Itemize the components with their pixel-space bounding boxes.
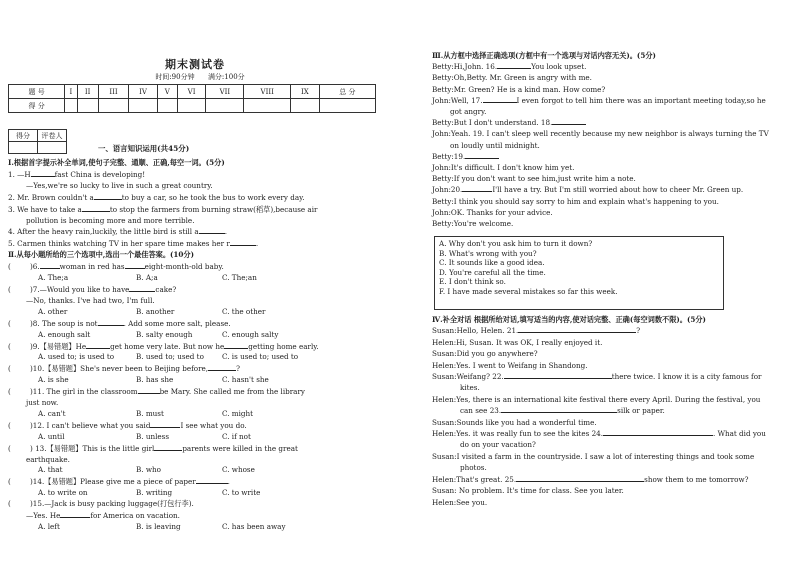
score-blank[interactable] xyxy=(77,99,98,113)
grader-score-blank[interactable] xyxy=(9,142,38,154)
score-blank[interactable] xyxy=(157,99,177,113)
answer-blank[interactable] xyxy=(199,226,225,234)
question-7: ( )7.—Would you like to have cake? xyxy=(8,284,177,294)
answer-blank[interactable] xyxy=(86,341,110,349)
answer-blank[interactable] xyxy=(40,261,60,269)
dialogue-line: Betty:You're welcome. xyxy=(432,219,514,229)
dialogue-line: Susan: No problem. It's time for class. See you later. xyxy=(432,486,624,496)
answer-blank[interactable] xyxy=(150,420,180,428)
answer-blank[interactable] xyxy=(483,95,517,103)
grader-score-label: 得分 xyxy=(9,130,38,142)
dialogue-line: Helen:Yes, there is an international kite festival there every April. During the festival, you xyxy=(432,394,761,404)
question-12: ( )12. I can't believe what you said I see what you do. xyxy=(8,420,247,430)
dialogue-line: Betty:But I don't understand. 18. xyxy=(432,117,788,128)
score-blank[interactable] xyxy=(244,99,291,113)
question-7-reply: —No, thanks. I've had two, I'm full. xyxy=(26,295,155,305)
score-cell: VI xyxy=(177,85,206,99)
option-f: F. I have made several mistakes so far this week. xyxy=(439,286,618,296)
answer-blank[interactable] xyxy=(208,363,236,371)
score-blank[interactable] xyxy=(206,99,244,113)
answer-blank[interactable] xyxy=(504,371,612,379)
dialogue-line: Susan:Sounds like you had a wonderful time. xyxy=(432,417,597,427)
score-blank[interactable] xyxy=(129,99,158,113)
dialogue-line: Betty:Mr. Green? He is a kind man. How come? xyxy=(432,84,606,94)
exam-full-score: 满分:100分 xyxy=(207,73,245,81)
score-row-label: 得 分 xyxy=(9,99,65,113)
answer-blank[interactable] xyxy=(603,428,713,436)
score-cell: 总 分 xyxy=(319,85,375,99)
dialogue-line: John:20. I'll have a try. But I'm still worried about how to cheer Mr. Green up. xyxy=(432,185,744,195)
question-13-options: A. that B. who C. whose xyxy=(38,465,255,475)
dialogue-line-cont: do on your vacation? xyxy=(460,440,536,450)
part-3-block xyxy=(432,50,788,229)
question-15-options: A. left B. is leaving C. has been away xyxy=(38,522,286,531)
score-cell: III xyxy=(98,85,128,99)
dialogue-line: Helen:That's great. 25. show them to me tomorrow? xyxy=(432,474,749,484)
answer-blank[interactable] xyxy=(129,284,155,292)
score-table xyxy=(8,84,376,113)
answer-blank[interactable] xyxy=(224,341,248,349)
question-10-options: A. is she B. has she C. hasn't she xyxy=(38,375,269,385)
score-cell: IX xyxy=(291,85,320,99)
option-d: D. You're careful all the time. xyxy=(439,267,546,277)
dialogue-line: Helen:Yes. it was really fun to see the kites 24. . What did you xyxy=(432,429,766,439)
answer-blank[interactable] xyxy=(98,318,124,326)
score-blank[interactable] xyxy=(291,99,320,113)
part-3-heading: Ⅲ.从方框中选择正确选项(方框中有一个选项与对话内容无关)。(5分) xyxy=(432,51,656,60)
dialogue-line: Helen:See you. xyxy=(432,497,488,507)
answer-blank[interactable] xyxy=(230,238,256,246)
part-4-block xyxy=(432,314,788,508)
score-blank[interactable] xyxy=(177,99,206,113)
score-cell: 题 号 xyxy=(9,85,65,99)
dialogue-line-cont: got angry. xyxy=(450,107,487,117)
dialogue-line-cont: photos. xyxy=(460,463,487,473)
dialogue-line: John:OK. Thanks for your advice. xyxy=(432,207,553,217)
option-c: C. It sounds like a good idea. xyxy=(439,258,545,267)
exam-time: 时间:90分钟 xyxy=(155,73,195,81)
question-7-options: A. other B. another C. the other xyxy=(38,306,266,316)
score-cell: VII xyxy=(206,85,244,99)
dialogue-line: Betty:Oh,Betty. Mr. Green is angry with me. xyxy=(432,73,592,83)
answer-blank[interactable] xyxy=(94,192,122,200)
exam-title: 期末测试卷 xyxy=(165,58,225,71)
dialogue-line: Betty:19. xyxy=(432,151,788,162)
dialogue-line-cont: kites. xyxy=(460,383,480,393)
grader-name-blank[interactable] xyxy=(38,142,67,154)
answer-blank[interactable] xyxy=(82,204,110,212)
option-a: A. Why don't you ask him to turn it down? xyxy=(439,239,593,248)
question-1-reply: —Yes,we're so lucky to live in such a great country. xyxy=(26,180,213,190)
dialogue-line: Susan:Weifang? 22. there twice. I know it is a city famous for xyxy=(432,372,762,382)
dialogue-line: Helen:Hi, Susan. It was OK, I really enjoyed it. xyxy=(432,337,603,347)
answer-blank[interactable] xyxy=(60,510,90,518)
question-8-options: A. enough salt B. salty enough C. enough salty xyxy=(38,329,279,339)
dialogue-line-cont: on loudly until midnight. xyxy=(450,140,540,150)
options-box xyxy=(434,236,724,310)
part-1-block xyxy=(8,158,383,533)
option-b: B. What's wrong with you? xyxy=(439,248,537,258)
score-table-value-row xyxy=(9,99,376,113)
dialogue-line: Betty:Hi,John. 16. You look upset. xyxy=(432,62,587,72)
part-4-heading: Ⅳ.补全对话 根据所给对话,填写适当的内容,使对话完整、正确(每空词数不限)。(5分) xyxy=(432,315,706,324)
answer-blank[interactable] xyxy=(501,405,617,413)
answer-blank[interactable] xyxy=(552,117,586,125)
question-15-reply: —Yes. He for America on vacation. xyxy=(26,511,180,521)
score-cell: IV xyxy=(129,85,158,99)
score-blank[interactable] xyxy=(98,99,128,113)
answer-blank[interactable] xyxy=(516,474,644,482)
question-11-options: A. can't B. must C. might xyxy=(38,408,254,418)
question-9: ( )9.【易错题】He get home very late. But now he getting home early. xyxy=(8,341,319,351)
question-10: ( )10.【易错题】She's never been to Beijing before, ? xyxy=(8,364,240,374)
question-1: 1. —H fast China is developing! xyxy=(8,169,146,179)
question-11-cont: just now. xyxy=(26,398,59,408)
answer-blank[interactable] xyxy=(138,386,160,394)
answer-blank[interactable] xyxy=(465,151,499,159)
score-blank[interactable] xyxy=(65,99,77,113)
score-cell: V xyxy=(157,85,177,99)
answer-blank[interactable] xyxy=(497,61,531,69)
score-blank[interactable] xyxy=(319,99,375,113)
dialogue-line: Susan:I visited a farm in the countryside. I saw a lot of interesting things and took some xyxy=(432,451,755,461)
answer-blank[interactable] xyxy=(125,261,145,269)
answer-blank[interactable] xyxy=(196,476,228,484)
score-cell: I xyxy=(65,85,77,99)
answer-blank[interactable] xyxy=(462,184,492,192)
question-3-cont: pollution is becoming more and more terrible. xyxy=(26,215,195,225)
question-8: ( )8. The soup is not . Add some more salt, please. xyxy=(8,318,231,328)
dialogue-line: John:Yeah. 19. I can't sleep well recently because my new neighbor is always turning the TV xyxy=(432,129,769,139)
dialogue-line: Betty:If you don't want to see him,just write him a note. xyxy=(432,174,636,184)
section-1-title: 一、语言知识运用(共45分) xyxy=(98,144,190,153)
exam-meta xyxy=(120,72,280,82)
question-9-options: A. used to; is used to B. used to; used to C. is used to; used to xyxy=(38,352,299,362)
dialogue-line: John:Well, 17. I even forgot to tell him there was an important meeting today,so he xyxy=(432,95,766,105)
part-1-heading: Ⅰ.根据首字提示补全单词,使句子完整、通顺、正确,每空一词。(5分) xyxy=(8,158,225,167)
question-4: 4. After the heavy rain,luckily, the little bird is still a . xyxy=(8,227,227,237)
dialogue-line-cont: can see 23. silk or paper. xyxy=(460,406,665,416)
dialogue-line: Betty:I think you should say sorry to him and explain what's happening to you. xyxy=(432,196,719,206)
question-2: 2. Mr. Brown couldn't a to buy a car, so he took the bus to work every day. xyxy=(8,192,305,202)
dialogue-line: Susan:Did you go anywhere? xyxy=(432,349,538,359)
question-12-options: A. until B. unless C. if not xyxy=(38,431,251,441)
answer-blank[interactable] xyxy=(31,169,55,177)
question-13: ( ) 13.【易错题】This is the little girl parents were killed in the great xyxy=(8,443,298,453)
question-6: ( )6. woman in red has eight-month-old baby. xyxy=(8,262,224,272)
question-14-options: A. to write on B. writing C. to write xyxy=(38,488,261,498)
question-6-options: A. The;a B. A;a C. The;an xyxy=(38,273,257,283)
question-15: ( )15.—Jack is busy packing luggage(打包行李). xyxy=(8,499,194,509)
grader-box xyxy=(8,129,67,154)
option-e: E. I don't think so. xyxy=(439,277,506,286)
question-14: ( )14.【易错题】Please give me a piece of paper . xyxy=(8,477,230,487)
question-13-cont: earthquake. xyxy=(26,454,70,464)
dialogue-line: John:It's difficult. I don't know him yet. xyxy=(432,163,575,173)
answer-blank[interactable] xyxy=(154,443,182,451)
dialogue-line: Helen:Yes. I went to Weifang in Shandong. xyxy=(432,360,588,370)
answer-blank[interactable] xyxy=(518,325,636,333)
dialogue-line: Susan:Hello, Helen. 21. ? xyxy=(432,326,641,336)
question-3: 3. We have to take a to stop the farmers from burning straw(稻草),because air xyxy=(8,204,318,214)
question-11: ( )11. The girl in the classroom be Mary. She called me from the library xyxy=(8,387,305,397)
question-5: 5. Carmen thinks watching TV in her spare time makes her r . xyxy=(8,239,259,249)
score-cell: VIII xyxy=(244,85,291,99)
grader-name-label: 评卷人 xyxy=(38,130,67,142)
score-cell: II xyxy=(77,85,98,99)
score-table-header-row xyxy=(9,85,376,99)
part-2-heading: Ⅱ.从每小题所给的三个选项中,选出一个最佳答案。(10分) xyxy=(8,250,194,260)
